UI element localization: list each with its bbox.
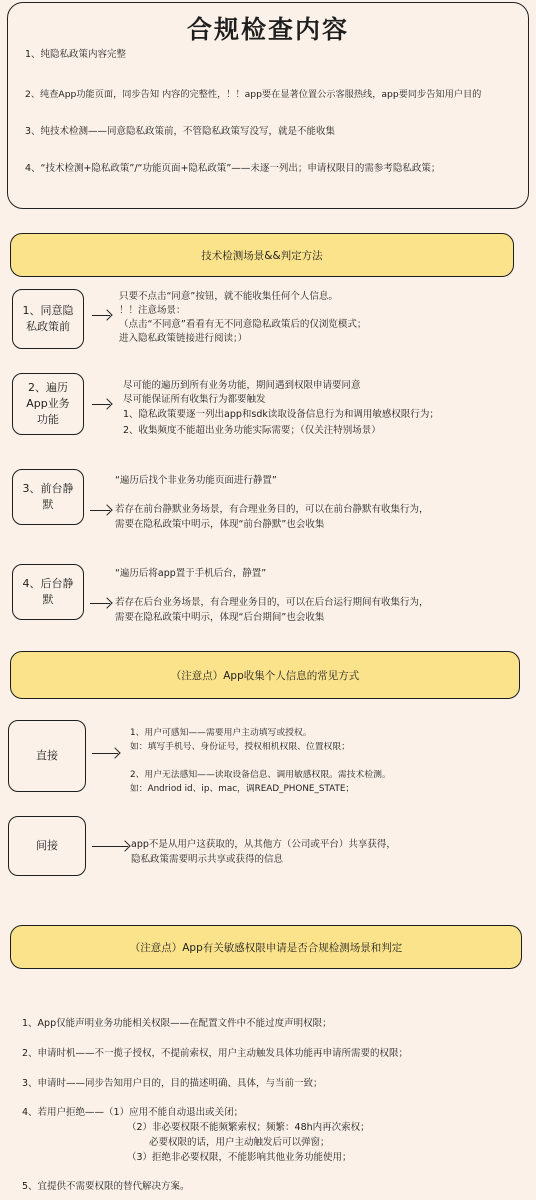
page-title: 合规检查内容 bbox=[186, 15, 349, 44]
scenario-line: 尽可能的遍历到所有业务功能，期间遇到权限申请要同意 bbox=[123, 380, 361, 391]
method-line: 如：Andriod id、ip、mac，调READ_PHONE_STATE； bbox=[130, 784, 355, 794]
method-line: 隐私政策需要明示共享或获得的信息 bbox=[131, 854, 284, 865]
arrow-icon bbox=[90, 603, 110, 604]
permission-item: （2）非必要权限不能频繁索权；频繁：48h内再次索权； bbox=[127, 1122, 370, 1133]
scenario-line: 只要不点击“同意”按钮，就不能收集任何个人信息。 bbox=[119, 291, 338, 302]
scenario-line: 需要在隐私政策中明示，体现“后台期间”也会收集 bbox=[115, 612, 325, 623]
method-line: 2、用户无法感知——读取设备信息、调用敏感权限。需技术检测。 bbox=[130, 770, 391, 780]
scenario-line: 2、收集频度不能超出业务功能实际需要；（仅关注特别场景） bbox=[123, 425, 381, 436]
method-line: 1、用户可感知——需要用户主动填写或授权。 bbox=[130, 728, 312, 738]
scenario-box-background-idle: 4、后台静 默 bbox=[12, 564, 84, 620]
scenario-line: 进入隐私政策链接进行阅读；） bbox=[119, 333, 248, 344]
permission-item: 2、申请时机——不一揽子授权，不提前索权，用户主动触发具体功能再申请所需要的权限； bbox=[22, 1048, 409, 1059]
scenario-line: “遍历后将app置于手机后台，静置” bbox=[115, 568, 267, 579]
scenario-line: 若存在后台业务场景，有合理业务目的，可以在后台运行期间有收集行为， bbox=[115, 597, 429, 608]
scenario-box-foreground-idle: 3、前台静 默 bbox=[12, 469, 84, 525]
section-banner-detection bbox=[10, 233, 514, 277]
scenario-line: 尽可能保证所有收集行为都要触发 bbox=[123, 394, 266, 405]
arrow-icon bbox=[92, 404, 110, 405]
banner-label: （注意点）App有关敏感权限申请是否合规检测场景和判定 bbox=[129, 941, 403, 954]
scenario-line: 若存在前台静默业务场景，有合理业务目的，可以在前台静默有收集行为， bbox=[115, 504, 429, 515]
arrow-icon bbox=[92, 753, 118, 754]
method-box-direct: 直接 bbox=[8, 720, 86, 792]
top-item: 3、纯技术检测——同意隐私政策前，不管隐私政策写没写，就是不能收集 bbox=[25, 126, 336, 137]
arrow-icon bbox=[90, 510, 110, 511]
top-item: 1、纯隐私政策内容完整 bbox=[25, 49, 127, 60]
banner-label: 技术检测场景&&判定方法 bbox=[201, 249, 323, 262]
banner-label: （注意点）App收集个人信息的常见方式 bbox=[170, 669, 360, 682]
scenario-line: ！！注意场景： bbox=[119, 305, 186, 316]
section-banner-permissions bbox=[10, 925, 522, 969]
scenario-line: 需要在隐私政策中明示，体现“前台静默”也会收集 bbox=[115, 519, 325, 530]
permission-item: 4、若用户拒绝——（1）应用不能自动退出或关闭； bbox=[22, 1107, 244, 1118]
scenario-line: （点击“不同意”看看有无不同意隐私政策后的仅浏览模式； bbox=[119, 319, 367, 330]
permission-item: 3、申请时——同步告知用户目的，目的描述明确、具体，与当前一致； bbox=[22, 1078, 323, 1089]
method-line: app不是从用户这获取的，从其他方（公司或平台）共享获得， bbox=[131, 839, 396, 850]
permission-item: 必要权限的话，用户主动触发后可以弹窗； bbox=[149, 1137, 330, 1148]
scenario-line: “遍历后找个非业务功能页面进行静置” bbox=[115, 475, 277, 486]
top-item: 2、纯查App功能页面，同步告知 内容的完整性，！！app要在显著位置公示客服热线，app要同步告知用户目的 bbox=[25, 89, 482, 100]
permission-item: （3）拒绝非必要权限，不能影响其他业务功能使用； bbox=[127, 1152, 352, 1163]
method-box-indirect: 间接 bbox=[8, 816, 86, 876]
top-item: 4、“技术检测+隐私政策”/“功能页面+隐私政策”——未逐一列出；申请权限目的需参考隐私政策； bbox=[25, 163, 441, 174]
method-line: 如：填写手机号、身份证号，授权相机权限、位置权限； bbox=[130, 742, 350, 752]
arrow-icon bbox=[92, 846, 128, 847]
permission-item: 1、App仅能声明业务功能相关权限——在配置文件中不能过度声明权限； bbox=[22, 1018, 332, 1029]
arrow-icon bbox=[92, 315, 110, 316]
permission-item: 5、宜提供不需要权限的替代解决方案。 bbox=[22, 1181, 190, 1192]
scenario-line: 1、隐私政策要逐一列出app和sdk读取设备信息行为和调用敏感权限行为； bbox=[123, 409, 439, 420]
scenario-box-before-consent: 1、同意隐 私政策前 bbox=[12, 289, 84, 349]
section-banner-collection-methods bbox=[10, 651, 520, 699]
scenario-box-traverse: 2、遍历 App业务 功能 bbox=[12, 373, 84, 435]
